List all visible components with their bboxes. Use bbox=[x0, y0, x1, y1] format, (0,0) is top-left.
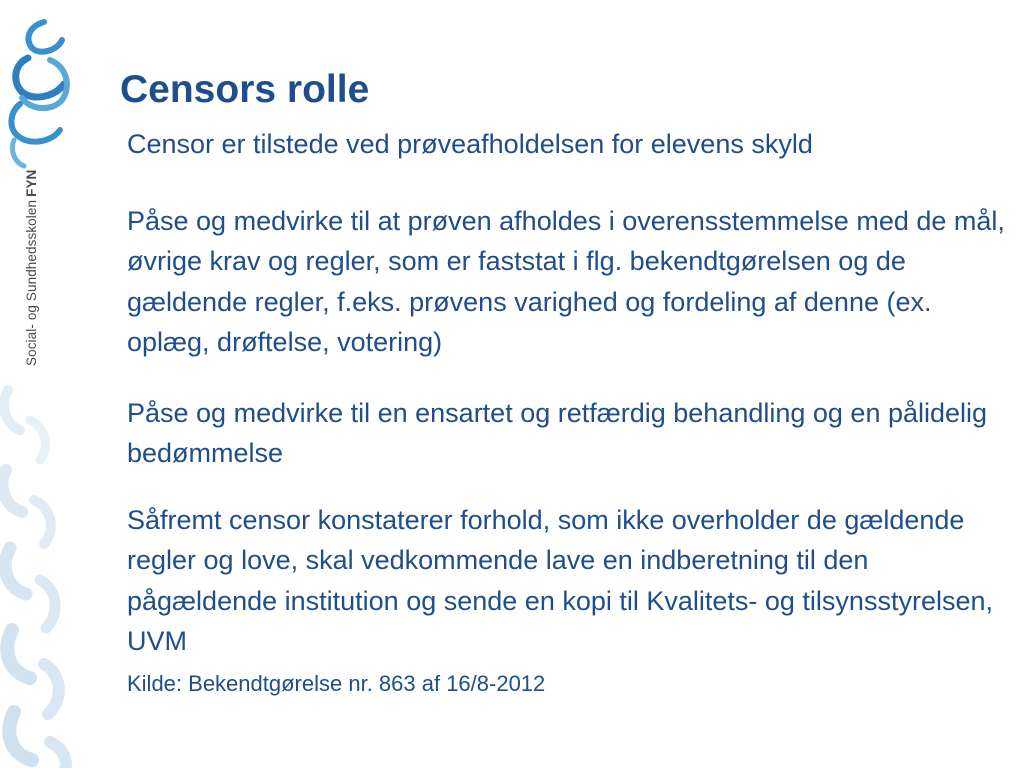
brand-name: Social- og Sundhedsskolen bbox=[24, 199, 39, 366]
brand-suffix: FYN bbox=[24, 169, 39, 197]
brand-sidebar bbox=[0, 0, 100, 768]
slide-title: Censors rolle bbox=[120, 68, 370, 111]
brand-rings-graphic bbox=[0, 0, 100, 768]
paragraph-fair-assessment: Påse og medvirke til en ensartet og retfærdig behandling og en pålidelig bedømmelse bbox=[127, 397, 988, 468]
paragraph-exam-compliance: Påse og medvirke til at prøven afholdes i overensstemmelse med de mål, øvrige krav og regler, som er faststat i flg. bekendtgørelsen og de gældende regler, f.eks. prøvens varighed og fordeling af denne (ex. oplæg, drøftelse, votering) bbox=[127, 205, 1005, 357]
paragraph-reporting: Såfremt censor konstaterer forhold, som ikke overholder de gældende regler og love, skal vedkommende lave en indberetning til den pågældende institution og sende en kopi til Kvalitets- og tilsynsstyrelsen, UVM bbox=[127, 504, 993, 656]
paragraph-censor-presence: Censor er tilstede ved prøveafholdelsen for elevens skyld bbox=[127, 129, 813, 159]
slide-body bbox=[127, 124, 1012, 700]
brand-logo-text bbox=[23, 170, 41, 366]
source-citation: Kilde: Bekendtgørelse nr. 863 af 16/8-2012 bbox=[127, 670, 546, 696]
